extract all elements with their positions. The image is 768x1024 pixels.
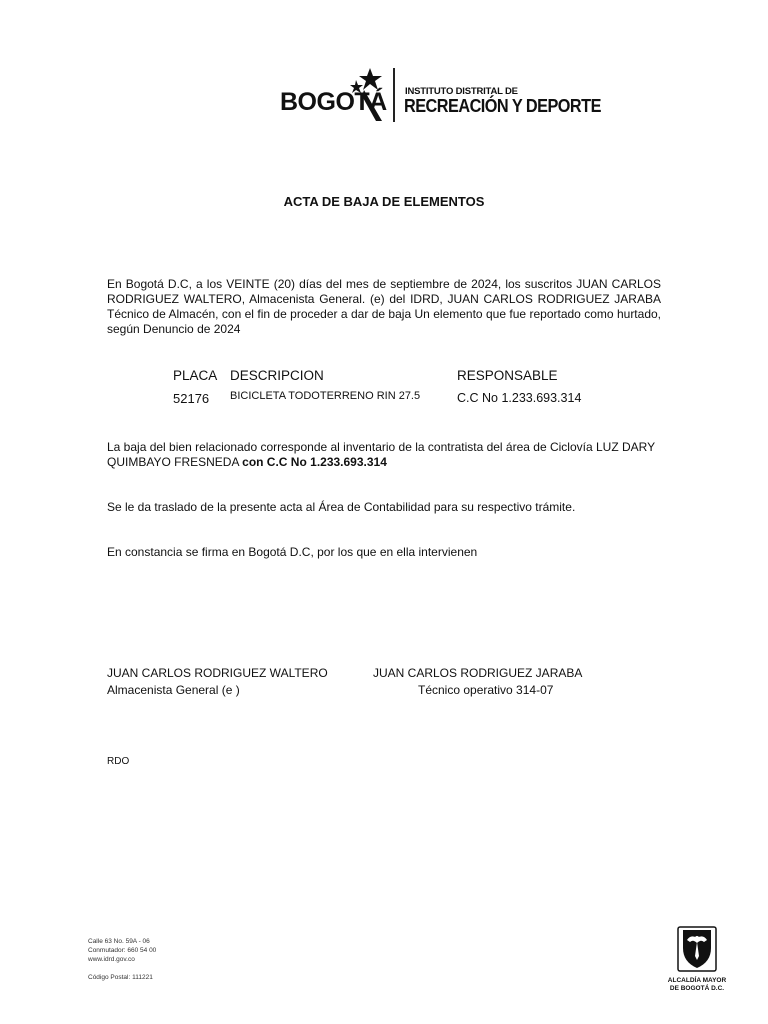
table-header-descripcion: DESCRIPCION <box>230 368 324 383</box>
table-cell-responsable: C.C No 1.233.693.314 <box>457 391 582 405</box>
document-title: ACTA DE BAJA DE ELEMENTOS <box>283 194 485 209</box>
star-logo-icon <box>348 66 384 122</box>
transfer-paragraph: Se le da traslado de la presente acta al Área de Contabilidad para su respectivo trámite. <box>107 500 576 514</box>
footer-address: Calle 63 No. 59A - 06 <box>88 938 150 945</box>
table-header-placa: PLACA <box>173 368 218 383</box>
reviewer-initials: RDO <box>107 756 130 767</box>
bogota-logo-text: BOGOTÁ <box>280 88 387 116</box>
signature-role-2: Técnico operativo 314-07 <box>418 683 554 697</box>
table-cell-placa: 52176 <box>173 391 210 406</box>
signing-paragraph: En constancia se firma en Bogotá D.C, por los que en ella intervienen <box>107 545 478 559</box>
alcaldia-line2: DE BOGOTÁ D.C. <box>669 985 725 992</box>
logo-institute-label: INSTITUTO DISTRITAL DE <box>405 86 518 97</box>
alcaldia-label <box>655 977 739 993</box>
footer-web: www.idrd.gov.co <box>88 956 135 963</box>
table-cell-descripcion: BICICLETA TODOTERRENO RIN 27.5 <box>230 390 421 402</box>
footer-phone: Conmutador: 660 54 00 <box>88 947 157 954</box>
bogota-coat-of-arms-icon <box>677 926 717 972</box>
footer-contact <box>88 937 156 964</box>
signature-name-2: JUAN CARLOS RODRIGUEZ JARABA <box>373 666 583 680</box>
alcaldia-line1: ALCALDÍA MAYOR <box>667 977 727 984</box>
inventory-paragraph-text: La baja del bien relacionado corresponde al inventario de la contratista del área de Ciclovía LUZ DARY QUIMBAYO FRESNEDA <box>107 440 655 469</box>
intro-paragraph: En Bogotá D.C, a los VEINTE (20) días del mes de septiembre de 2024, los suscritos JUAN CARLOS RODRIGUEZ WALTERO, Almacenista General. (e) del IDRD, JUAN CARLOS RODRIGUEZ JARABA Técnico de Almacén, con el fin de proceder a dar de baja Un elemento que fue reportado como hurtado, según Denuncio de 2024 <box>107 277 661 336</box>
signature-name-1: JUAN CARLOS RODRIGUEZ WALTERO <box>107 666 328 680</box>
table-header-responsable: RESPONSABLE <box>457 368 558 383</box>
inventory-paragraph-id: con C.C No 1.233.693.314 <box>242 455 387 469</box>
inventory-paragraph <box>107 440 667 470</box>
logo-divider <box>393 68 395 122</box>
footer-postal-code: Código Postal: 111221 <box>88 974 153 981</box>
logo-institute-name: RECREACIÓN Y DEPORTE <box>404 95 601 116</box>
signature-role-1: Almacenista General (e ) <box>107 683 240 697</box>
